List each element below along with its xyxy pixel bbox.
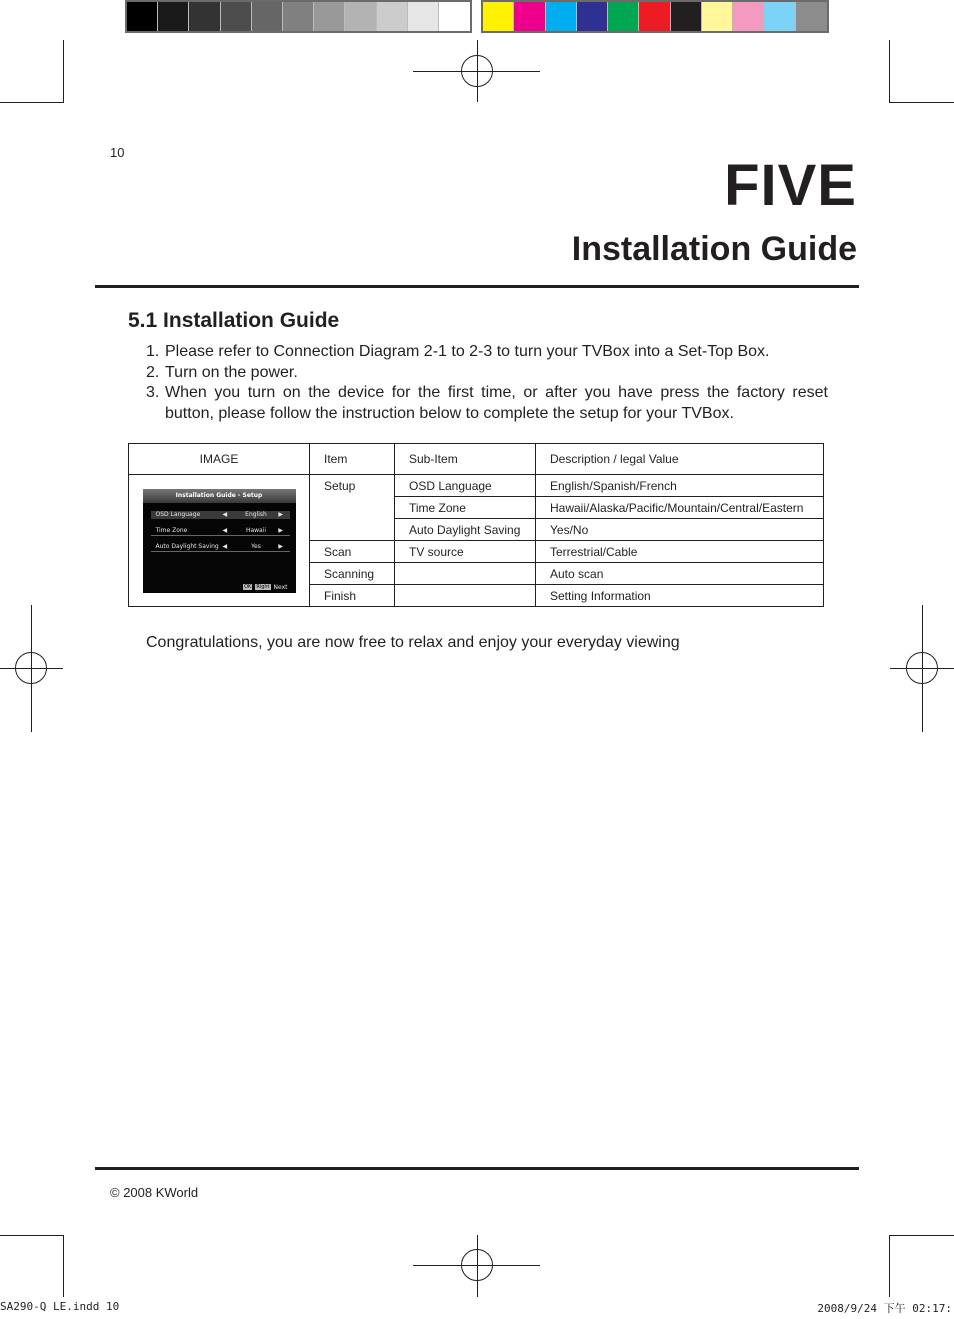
color-swatch bbox=[483, 2, 514, 31]
color-swatch bbox=[577, 2, 608, 31]
color-swatch bbox=[514, 2, 545, 31]
color-swatch bbox=[283, 2, 314, 31]
sub-item-cell bbox=[395, 585, 536, 607]
screen-footer: OK Right Next bbox=[244, 583, 288, 591]
description-cell: English/Spanish/French bbox=[536, 475, 824, 497]
color-swatch bbox=[702, 2, 733, 31]
copyright: © 2008 KWorld bbox=[110, 1185, 199, 1200]
screen-row: Time Zone ◀ Hawaii ▶ bbox=[151, 527, 290, 536]
color-swatch bbox=[314, 2, 345, 31]
color-swatch bbox=[158, 2, 189, 31]
header-item: Item bbox=[310, 444, 395, 475]
color-swatch bbox=[546, 2, 577, 31]
color-swatch bbox=[639, 2, 670, 31]
grayscale-bar bbox=[125, 0, 472, 33]
color-swatch bbox=[252, 2, 283, 31]
step-item: 2. Turn on the power. bbox=[146, 363, 298, 381]
color-swatch bbox=[439, 2, 470, 31]
page-number: 10 bbox=[110, 145, 125, 160]
setup-screen-image bbox=[143, 489, 296, 593]
description-cell: Yes/No bbox=[536, 519, 824, 541]
item-cell: Scanning bbox=[310, 563, 395, 585]
color-swatch bbox=[189, 2, 220, 31]
color-swatch bbox=[127, 2, 158, 31]
sub-item-cell: Auto Daylight Saving bbox=[395, 519, 536, 541]
color-swatch bbox=[671, 2, 702, 31]
color-swatch bbox=[796, 2, 827, 31]
screen-title: Installation Guide - Setup bbox=[143, 489, 296, 503]
description-cell: Terrestrial/Cable bbox=[536, 541, 824, 563]
color-swatch bbox=[764, 2, 795, 31]
header-rule bbox=[95, 285, 859, 288]
color-bar bbox=[481, 0, 829, 33]
setup-screenshot-cell bbox=[129, 475, 310, 607]
slug-timestamp: 2008/9/24 下午 02:17: bbox=[817, 1302, 952, 1315]
description-cell: Hawaii/Alaska/Pacific/Mountain/Central/Eastern bbox=[536, 497, 824, 519]
table-row bbox=[129, 475, 824, 497]
description-cell: Auto scan bbox=[536, 563, 824, 585]
item-cell: Scan bbox=[310, 541, 395, 563]
step-item: 3. When you turn on the device for the first time, or after you have press the factory reset button, please follow the instruction below to complete the setup for your TVBox. bbox=[146, 384, 828, 422]
installation-table bbox=[128, 443, 824, 607]
footer-rule bbox=[95, 1167, 859, 1170]
screen-row: Auto Daylight Saving ◀ Yes ▶ bbox=[151, 543, 290, 552]
screen-row: OSD Language ◀ English ▶ bbox=[151, 511, 290, 519]
congratulations-text: Congratulations, you are now free to relax and enjoy your everyday viewing bbox=[146, 634, 680, 651]
slug-filename: SA290-Q LE.indd 10 bbox=[0, 1300, 120, 1313]
chapter-label: FIVE bbox=[724, 153, 857, 218]
header-description: Description / legal Value bbox=[536, 444, 824, 475]
color-swatch bbox=[733, 2, 764, 31]
color-swatch bbox=[345, 2, 376, 31]
chapter-title: Installation Guide bbox=[571, 230, 857, 268]
sub-item-cell: TV source bbox=[395, 541, 536, 563]
step-list bbox=[146, 342, 828, 424]
header-sub-item: Sub-Item bbox=[395, 444, 536, 475]
description-cell: Setting Information bbox=[536, 585, 824, 607]
color-swatch bbox=[377, 2, 408, 31]
sub-item-cell: OSD Language bbox=[395, 475, 536, 497]
color-swatch bbox=[408, 2, 439, 31]
table-header-row bbox=[129, 444, 824, 475]
color-swatch bbox=[608, 2, 639, 31]
item-cell: Finish bbox=[310, 585, 395, 607]
sub-item-cell bbox=[395, 563, 536, 585]
sub-item-cell: Time Zone bbox=[395, 497, 536, 519]
item-cell: Setup bbox=[310, 475, 395, 541]
section-title: 5.1 Installation Guide bbox=[128, 309, 340, 332]
header-image: IMAGE bbox=[129, 444, 310, 475]
color-swatch bbox=[221, 2, 252, 31]
step-item: 1. Please refer to Connection Diagram 2-1 to 2-3 to turn your TVBox into a Set-Top Box. bbox=[146, 343, 770, 360]
